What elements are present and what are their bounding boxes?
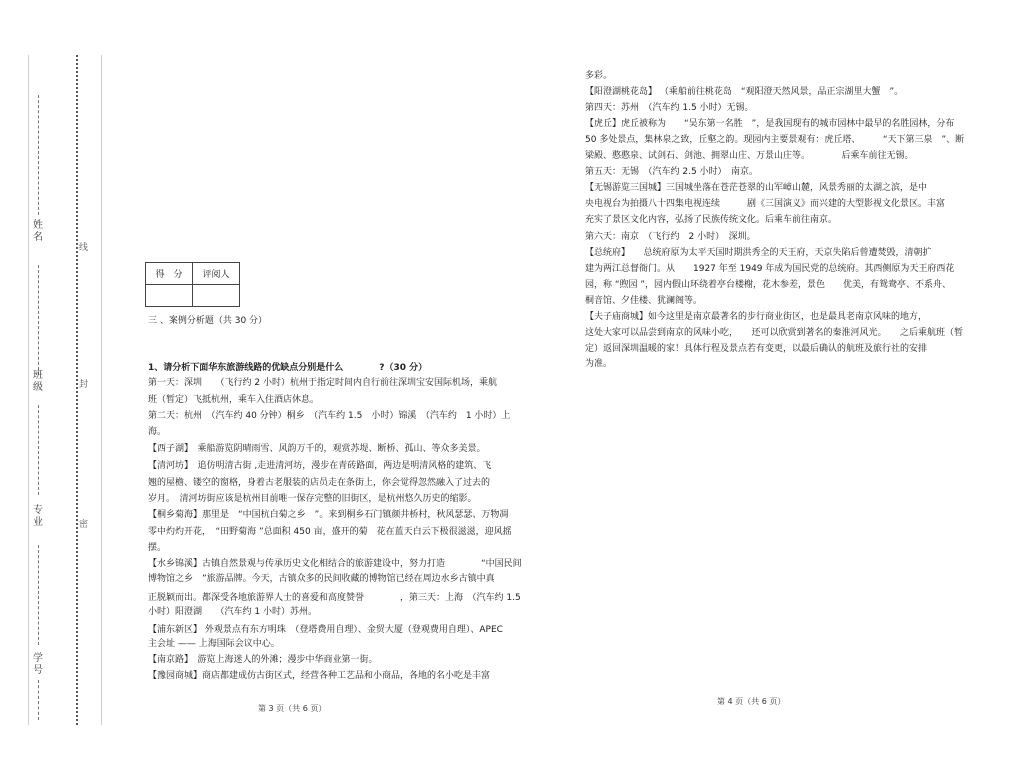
text-line: 梁殿、憨憨泉、试剑石、剑池、拥翠山庄、万景山庄等。 后乘车前往无锡。 (585, 151, 914, 161)
text-line: 班（暂定）飞抵杭州，乘车入住酒店休息。 (148, 395, 320, 405)
text-line: 第四天：苏州 （汽车约 1.5 小时）无锡。 (585, 103, 754, 113)
text-line: 第六天：南京 （飞行约 2 小时） 深圳。 (585, 232, 756, 242)
text-line: 【水乡锦溪】古镇自然景观与传承历史文化相结合的旅游建设中，努力打造 “中国民间 (148, 559, 522, 569)
text-line: 【夫子庙商城】如今这里是南京最著名的步行商业街区，也是最具老南京风味的地方， (585, 312, 928, 322)
text-line: 岁月。 清河坊街应该是杭州目前唯一保存完整的旧街区，是杭州悠久历史的缩影。 (148, 494, 477, 504)
text-line: 【虎丘】虎丘被称为 “吴东第一名胜 ”，是我国现有的城市园林中最早的名胜园林，分布 (585, 119, 955, 129)
text-line: 【总统府】 总统府原为太平天国时期洪秀全的天王府，天京失陷后曾遭焚毁，清朝扩 (585, 248, 932, 258)
text-line: 摆。 (148, 543, 167, 553)
score-table (145, 262, 240, 307)
text-line: 为准。 (585, 359, 613, 369)
text-line: 正脱颖而出。都深受各地旅游界人士的喜爱和高度赞誉 ，第三天：上海 （汽车约 1.5 (148, 593, 521, 603)
page-number-left: 第 3 页（共 6 页） (258, 704, 327, 713)
text-line: 【阳澄湖桃花岛】 （乘船前往桃花岛 “观阳澄天然风景，品正宗湖里大蟹 ”。 (585, 87, 904, 97)
score-cell (146, 285, 193, 307)
binding-margin (28, 55, 102, 725)
text-line: 第一天：深圳 （飞行约 2 小时）杭州于指定时间内自行前往深圳宝安国际机场，乘航 (148, 378, 497, 388)
text-line: 央电视台为拍摄八十四集电视连续 剧《三国演义》而兴建的大型影视文化景区。丰富 (585, 199, 946, 209)
fill-line (38, 680, 39, 720)
text-line: 【桐乡菊海】那里是 “中国杭白菊之乡 ”。来到桐乡石门镇颜井桥村，秋风瑟瑟、万物凋 (148, 510, 509, 520)
text-line: 充实了景区文化内容，弘扬了民族传统文化。后乘车前往南京。 (585, 215, 838, 225)
question-line: 1、请分析下面华东旅游线路的优缺点分别是什么 ?（30 分） (148, 363, 428, 373)
text-line: 桐音馆、夕佳楼、犹澜阁等。 (585, 296, 703, 306)
seal-mark-secret: 密 (79, 520, 89, 530)
text-line: 【无锡游览三国城】三国城坐落在苍茫苍翠的山军嶂山麓，风景秀丽的太湖之滨，是中 (585, 183, 928, 193)
seal-line (76, 55, 78, 725)
text-line: 零中灼灼开花， “田野菊海 ”总面积 450 亩，盛开的菊 花在蓝天白云下极很滋滋，迎风摇 (148, 527, 512, 537)
grader-cell (193, 285, 240, 307)
margin-line (28, 55, 29, 725)
fill-line (38, 405, 39, 495)
text-line: 多彩。 (585, 71, 613, 81)
text-line: 这处大家可以品尝到南京的风味小吃， 还可以欣赏到著名的秦淮河风光。 之后乘航班（暂 (585, 328, 964, 338)
text-line: 【西子湖】 乘船游览阴晴雨雪、风韵万千的，观赏苏堤、断桥、孤山、等众多美景。 (148, 444, 486, 454)
class-label: 班级 (33, 370, 43, 393)
fill-line (38, 265, 39, 375)
text-line: 建为两江总督衙门。从 1927 年至 1949 年成为国民党的总统府。其西侧原为天王府西花 (585, 264, 955, 274)
grader-header: 评阅人 (193, 263, 240, 285)
text-line: 博物馆之乡 ”旅游品牌。今天，古镇众多的民间收藏的博物馆已经在周边水乡古镇中真 (148, 574, 495, 584)
major-label: 专业 (33, 505, 43, 528)
text-line: 小时）阳澄湖 （汽车约 1 小时）苏州。 (148, 607, 317, 617)
text-line: 翘的屋檐、镂空的窗格，身着古老服装的店员走在条街上，你会觉得忽然融入了过去的 (148, 478, 491, 488)
text-line: 定）返回深圳温暖的家！具体行程及景点若有变更，以最后确认的航班及旅行社的安排 (585, 344, 928, 354)
text-line: 海。 (148, 427, 167, 437)
section-title: 三 、案例分析题（共 30 分） (148, 316, 268, 326)
text-line: 主会址 —— 上海国际会议中心。 (148, 639, 280, 649)
id-label: 学号 (33, 653, 43, 676)
text-line: 第五天：无锡 （汽车约 2.5 小时） 南京。 (585, 167, 759, 177)
fill-line (38, 545, 39, 645)
seal-mark-seal: 封 (79, 380, 89, 390)
text-line: 【清河坊】 追仿明清古街 ,走进清河坊，漫步在青砖路面，两边是明清风格的建筑、飞 (148, 461, 492, 471)
score-header: 得 分 (146, 263, 193, 285)
name-label: 姓名 (33, 220, 43, 243)
text-line: 园，称 “煦园 ”，园内假山环绕着亭台楼榭，花木参差，景色 优美，有鸳鸯亭、不系舟、 (585, 280, 952, 290)
text-line: 第二天：杭州 （汽车约 40 分钟）桐乡 （汽车约 1.5 小时）锦溪 （汽车约 1 小时）上 (148, 411, 511, 421)
page-number-right: 第 4 页（共 6 页） (717, 697, 786, 706)
margin-line (101, 55, 102, 725)
text-line: 【南京路】 游览上海迷人的外滩；漫步中华商业第一街。 (148, 655, 378, 665)
seal-mark-line: 线 (79, 243, 89, 253)
text-line: 50 多处景点，集林泉之致，丘壑之韵。现园内主要景观有：虎丘塔、 “天下第三泉 ”、断 (585, 135, 965, 145)
text-line: 【浦东新区】 外观景点有东方明珠 （登塔费用自理）、金贸大厦（登观费用自理）、APEC (148, 625, 503, 635)
fill-line (38, 95, 39, 215)
text-line: 【豫园商城】商店都建成仿古街区式，经营各种工艺品和小商品，各地的名小吃是丰富 (148, 671, 491, 681)
